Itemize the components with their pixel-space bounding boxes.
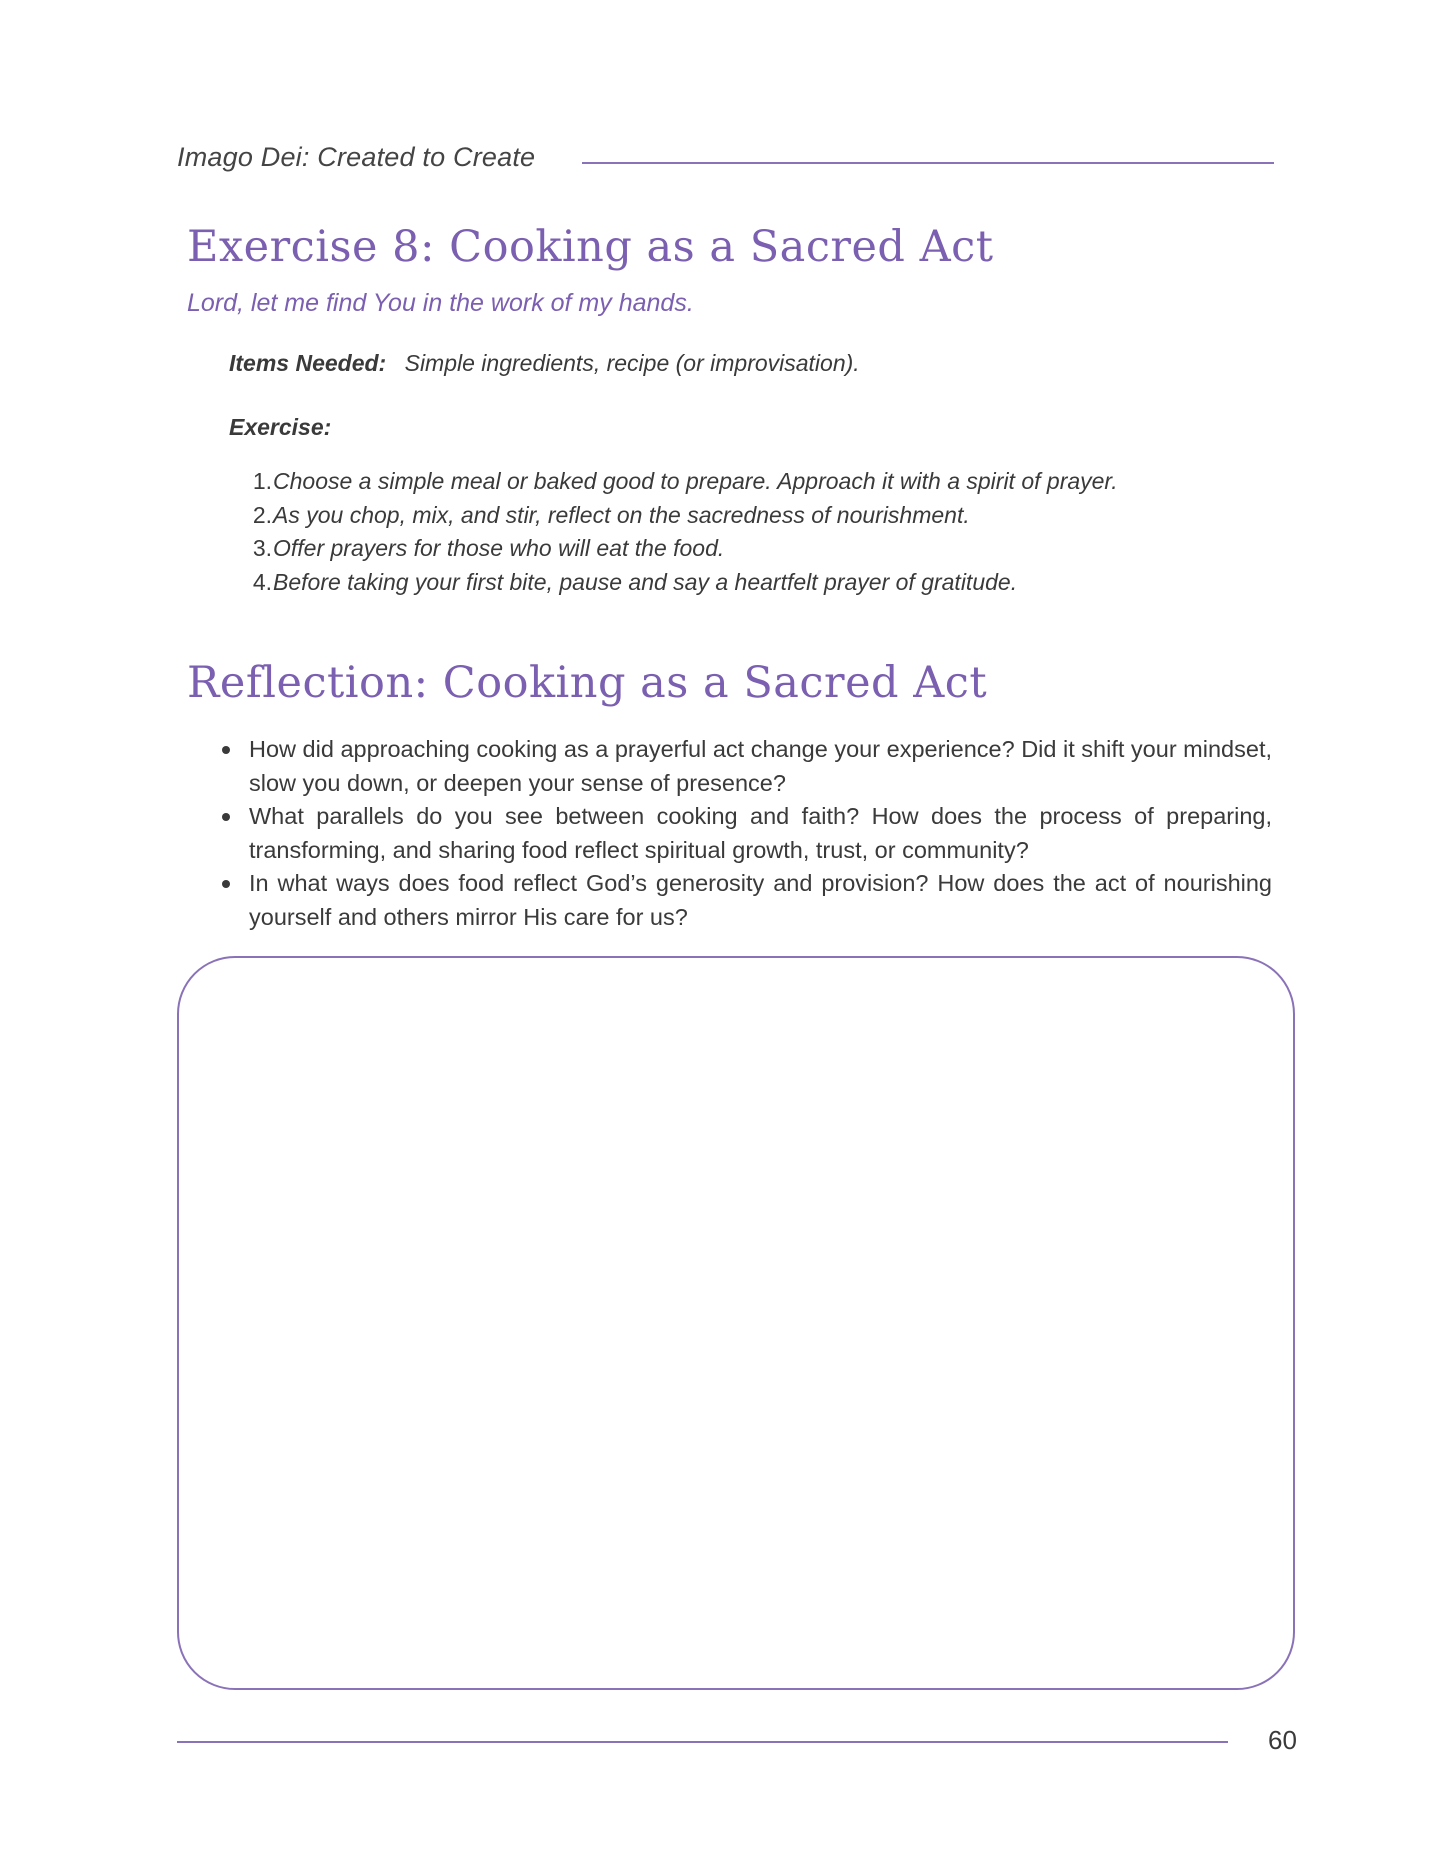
page-number: 60 xyxy=(1268,1725,1297,1755)
question-item xyxy=(222,733,1272,800)
journal-writing-box[interactable] xyxy=(177,956,1295,1690)
question-item xyxy=(222,800,1272,867)
exercise-title: Exercise 8: Cooking as a Sacred Act xyxy=(187,222,994,272)
exercise-steps xyxy=(250,465,1118,599)
question-text: In what ways does food reflect God’s generosity and provision? How does the act of nourishing yourself and others mirror His care for us? xyxy=(249,870,1272,930)
items-needed-text: Simple ingredients, recipe (or improvisation). xyxy=(404,350,860,376)
step-item xyxy=(250,566,1118,600)
items-needed-label: Items Needed: xyxy=(229,350,387,376)
step-item xyxy=(250,499,1118,533)
reflection-questions xyxy=(222,733,1272,934)
step-number: 2 . xyxy=(250,499,272,533)
header-rule xyxy=(582,162,1274,164)
step-item xyxy=(250,532,1118,566)
step-text: Before taking your first bite, pause and say a heartfelt prayer of gratitude. xyxy=(273,568,1018,595)
step-number: 3 . xyxy=(250,532,272,566)
question-item xyxy=(222,867,1272,934)
bullet-icon xyxy=(222,880,230,888)
items-needed xyxy=(229,350,860,377)
exercise-label: Exercise: xyxy=(229,414,332,440)
question-text: What parallels do you see between cooking and faith? How does the process of preparing, transforming, and sharing food reflect spiritual growth, trust, or community? xyxy=(249,803,1272,863)
question-text: How did approaching cooking as a prayerful act change your experience? Did it shift your mindset, slow you down, or deepen your sense of presence? xyxy=(249,736,1272,796)
step-item xyxy=(250,465,1118,499)
step-text: Choose a simple meal or baked good to prepare. Approach it with a spirit of prayer. xyxy=(273,468,1118,494)
step-text: Offer prayers for those who will eat the food. xyxy=(273,535,725,561)
running-title: Imago Dei: Created to Create xyxy=(177,142,536,172)
exercise-subtitle: Lord, let me find You in the work of my hands. xyxy=(187,289,694,317)
running-header xyxy=(177,140,1277,180)
footer-rule xyxy=(177,1741,1228,1743)
bullet-icon xyxy=(222,746,230,754)
bullet-icon xyxy=(222,813,230,821)
reflection-title: Reflection: Cooking as a Sacred Act xyxy=(187,658,988,708)
step-text: As you chop, mix, and stir, reflect on the sacredness of nourishment. xyxy=(273,501,970,528)
step-number: 4 . xyxy=(250,566,272,600)
step-number: 1 . xyxy=(250,465,272,499)
